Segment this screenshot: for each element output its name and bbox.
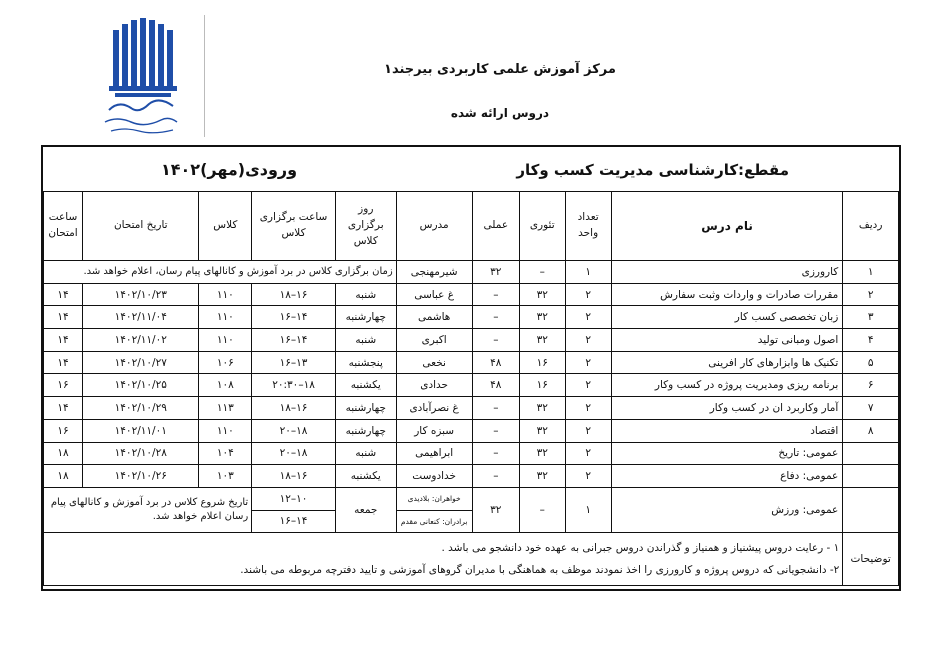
row-number [843, 442, 899, 465]
col-exam-time: ساعت امتحان [44, 192, 83, 261]
table-row [44, 374, 899, 397]
row-number: ۱ [843, 261, 899, 284]
class-time: ۱۴–۱۶ [252, 329, 336, 352]
col-time: ساعت برگزاری کلاس [252, 192, 336, 261]
teacher: شیرمهنجی [396, 261, 472, 284]
exam-date: ۱۴۰۲/۱۰/۲۶ [83, 465, 199, 488]
col-units: تعداد واحد [565, 192, 611, 261]
footer-notes [44, 533, 843, 586]
header-divider [204, 15, 205, 137]
theory-hours: ۱۶ [520, 374, 565, 397]
table-row [44, 261, 899, 284]
practical-hours: – [472, 397, 519, 420]
table-row [44, 442, 899, 465]
exam-date: ۱۴۰۲/۱۰/۲۹ [83, 397, 199, 420]
exam-date: ۱۴۰۲/۱۰/۲۸ [83, 442, 199, 465]
course-name: زبان تخصصی کسب کار [611, 306, 843, 329]
entry-title: ورودی(مهر)۱۴۰۲ [161, 160, 298, 179]
exam-time: ۱۴ [44, 283, 83, 306]
theory-hours: ۳۲ [520, 442, 565, 465]
teacher: حدادی [396, 374, 472, 397]
footer-note-1: ۱ - رعایت دروس پیشنیاز و همنیاز و گذراندن دروس جبرانی به عهده خود دانشجو می باشد . [441, 542, 840, 555]
internship-note: زمان برگزاری کلاس در برد آموزش و کانالهای پیام رسان، اعلام خواهد شد. [44, 261, 397, 284]
class-room: ۱۱۳ [199, 397, 252, 420]
class-room: ۱۱۰ [199, 419, 252, 442]
course-name: برنامه ریزی ومدیریت پروژه در کسب وکار [611, 374, 843, 397]
table-row [44, 283, 899, 306]
units: ۲ [565, 283, 611, 306]
row-number: ۴ [843, 329, 899, 352]
table-row [44, 351, 899, 374]
class-room: ۱۰۸ [199, 374, 252, 397]
class-room: ۱۱۰ [199, 306, 252, 329]
class-room: ۱۰۶ [199, 351, 252, 374]
class-time-1: ۱۰–۱۲ [252, 487, 336, 510]
class-time: ۱۶–۱۸ [252, 465, 336, 488]
center-name: مرکز آموزش علمی کاربردی بیرجند۱ [384, 62, 616, 77]
row-number: ۷ [843, 397, 899, 420]
teacher-female: خواهران: بلادیدی [396, 487, 472, 510]
table-row [44, 306, 899, 329]
table-row [44, 329, 899, 352]
units: ۲ [565, 442, 611, 465]
course-name: عمومی: ورزش [611, 487, 843, 532]
class-day: چهارشنبه [335, 419, 396, 442]
units: ۲ [565, 397, 611, 420]
teacher: نخعی [396, 351, 472, 374]
row-number: ۳ [843, 306, 899, 329]
footer-note-2: ۲- دانشجویانی که دروس پروژه و کارورزی را اخذ نمودند موظف به هماهنگی با مدیران گروهای آموزشی و تایید دفترچه مربوطه می باشند. [240, 564, 840, 577]
units: ۲ [565, 306, 611, 329]
exam-time: ۱۴ [44, 329, 83, 352]
university-logo [95, 18, 195, 136]
theory-hours: ۳۲ [520, 397, 565, 420]
teacher: اکبری [396, 329, 472, 352]
units: ۲ [565, 351, 611, 374]
theory-hours: ۳۲ [520, 283, 565, 306]
units: ۲ [565, 329, 611, 352]
class-day: پنجشنبه [335, 351, 396, 374]
class-day: شنبه [335, 329, 396, 352]
practical-hours: ۳۲ [472, 261, 519, 284]
exam-date: ۱۴۰۲/۱۰/۲۷ [83, 351, 199, 374]
class-time: ۱۸–۲۰:۳۰ [252, 374, 336, 397]
courses-table [43, 191, 899, 586]
class-time: ۱۳–۱۶ [252, 351, 336, 374]
course-name: اقتصاد [611, 419, 843, 442]
practical-hours: ۳۲ [472, 487, 519, 532]
class-time: ۱۶–۱۸ [252, 283, 336, 306]
theory-hours: ۳۲ [520, 329, 565, 352]
theory-hours: ۱۶ [520, 351, 565, 374]
practical-hours: ۴۸ [472, 351, 519, 374]
teacher: غ نصرآبادی [396, 397, 472, 420]
practical-hours: – [472, 306, 519, 329]
col-room: کلاس [199, 192, 252, 261]
col-row: ردیف [843, 192, 899, 261]
class-time: ۱۸–۲۰ [252, 442, 336, 465]
class-day: یکشنبه [335, 374, 396, 397]
practical-hours: – [472, 442, 519, 465]
course-name: آمار وکاربرد ان در کسب وکار [611, 397, 843, 420]
footer-label: توضیحات [843, 533, 899, 586]
exam-time: ۱۸ [44, 442, 83, 465]
row-number [843, 465, 899, 488]
units: ۱ [565, 261, 611, 284]
class-day: شنبه [335, 442, 396, 465]
exam-time: ۱۴ [44, 351, 83, 374]
teacher: سبزه کار [396, 419, 472, 442]
degree-title: مقطع:کارشناسی مدیریت کسب وکار [516, 161, 789, 179]
exam-date: ۱۴۰۲/۱۰/۲۵ [83, 374, 199, 397]
class-time-2: ۱۴–۱۶ [252, 510, 336, 533]
teacher-male: برادران: کنعانی مقدم [396, 510, 472, 533]
class-day: جمعه [335, 487, 396, 532]
units: ۲ [565, 419, 611, 442]
course-name: مقررات صادرات و واردات وثبت سفارش [611, 283, 843, 306]
practical-hours: – [472, 419, 519, 442]
course-name: اصول ومبانی تولید [611, 329, 843, 352]
col-teacher: مدرس [396, 192, 472, 261]
row-number: ۶ [843, 374, 899, 397]
header-row [44, 192, 899, 261]
class-day: چهارشنبه [335, 397, 396, 420]
course-name: کارورزی [611, 261, 843, 284]
units: ۱ [565, 487, 611, 532]
footer-row [44, 533, 899, 586]
class-room: ۱۰۳ [199, 465, 252, 488]
units: ۲ [565, 465, 611, 488]
col-day: روز برگزاری کلاس [335, 192, 396, 261]
teacher: ابراهیمی [396, 442, 472, 465]
row-number: ۲ [843, 283, 899, 306]
class-day: یکشنبه [335, 465, 396, 488]
program-titlebar [43, 147, 899, 192]
theory-hours: ۳۲ [520, 419, 565, 442]
class-time: ۱۶–۱۸ [252, 397, 336, 420]
sport-note: تاریخ شروع کلاس در برد آموزش و کانالهای پیام رسان اعلام خواهد شد. [44, 487, 252, 532]
page-subtitle: دروس ارائه شده [450, 106, 550, 120]
col-exam-date: تاریخ امتحان [83, 192, 199, 261]
teacher: هاشمی [396, 306, 472, 329]
col-practical: عملی [472, 192, 519, 261]
class-room: ۱۱۰ [199, 329, 252, 352]
class-room: ۱۱۰ [199, 283, 252, 306]
row-number: ۸ [843, 419, 899, 442]
row-number [843, 487, 899, 532]
theory-hours: – [520, 261, 565, 284]
table-row-sport [44, 487, 899, 510]
class-time: ۱۴–۱۶ [252, 306, 336, 329]
class-room: ۱۰۴ [199, 442, 252, 465]
col-theory: تئوری [520, 192, 565, 261]
exam-date: ۱۴۰۲/۱۱/۰۴ [83, 306, 199, 329]
practical-hours: ۴۸ [472, 374, 519, 397]
course-name: تکنیک ها وابزارهای کار افرینی [611, 351, 843, 374]
exam-time: ۱۴ [44, 397, 83, 420]
course-name: عمومی: تاریخ [611, 442, 843, 465]
theory-hours: ۳۲ [520, 306, 565, 329]
exam-date: ۱۴۰۲/۱۰/۲۳ [83, 283, 199, 306]
teacher: خدادوست [396, 465, 472, 488]
practical-hours: – [472, 465, 519, 488]
table-row [44, 465, 899, 488]
theory-hours: ۳۲ [520, 465, 565, 488]
practical-hours: – [472, 283, 519, 306]
class-day: شنبه [335, 283, 396, 306]
teacher: غ عباسی [396, 283, 472, 306]
courses-frame [41, 145, 901, 591]
exam-date: ۱۴۰۲/۱۱/۰۱ [83, 419, 199, 442]
course-name: عمومی: دفاع [611, 465, 843, 488]
exam-time: ۱۴ [44, 306, 83, 329]
exam-time: ۱۶ [44, 419, 83, 442]
exam-time: ۱۶ [44, 374, 83, 397]
exam-date: ۱۴۰۲/۱۱/۰۲ [83, 329, 199, 352]
exam-time: ۱۸ [44, 465, 83, 488]
table-row [44, 419, 899, 442]
table-row [44, 397, 899, 420]
practical-hours: – [472, 329, 519, 352]
theory-hours: – [520, 487, 565, 532]
class-time: ۱۸–۲۰ [252, 419, 336, 442]
col-course: نام درس [611, 192, 843, 261]
units: ۲ [565, 374, 611, 397]
class-day: چهارشنبه [335, 306, 396, 329]
row-number: ۵ [843, 351, 899, 374]
